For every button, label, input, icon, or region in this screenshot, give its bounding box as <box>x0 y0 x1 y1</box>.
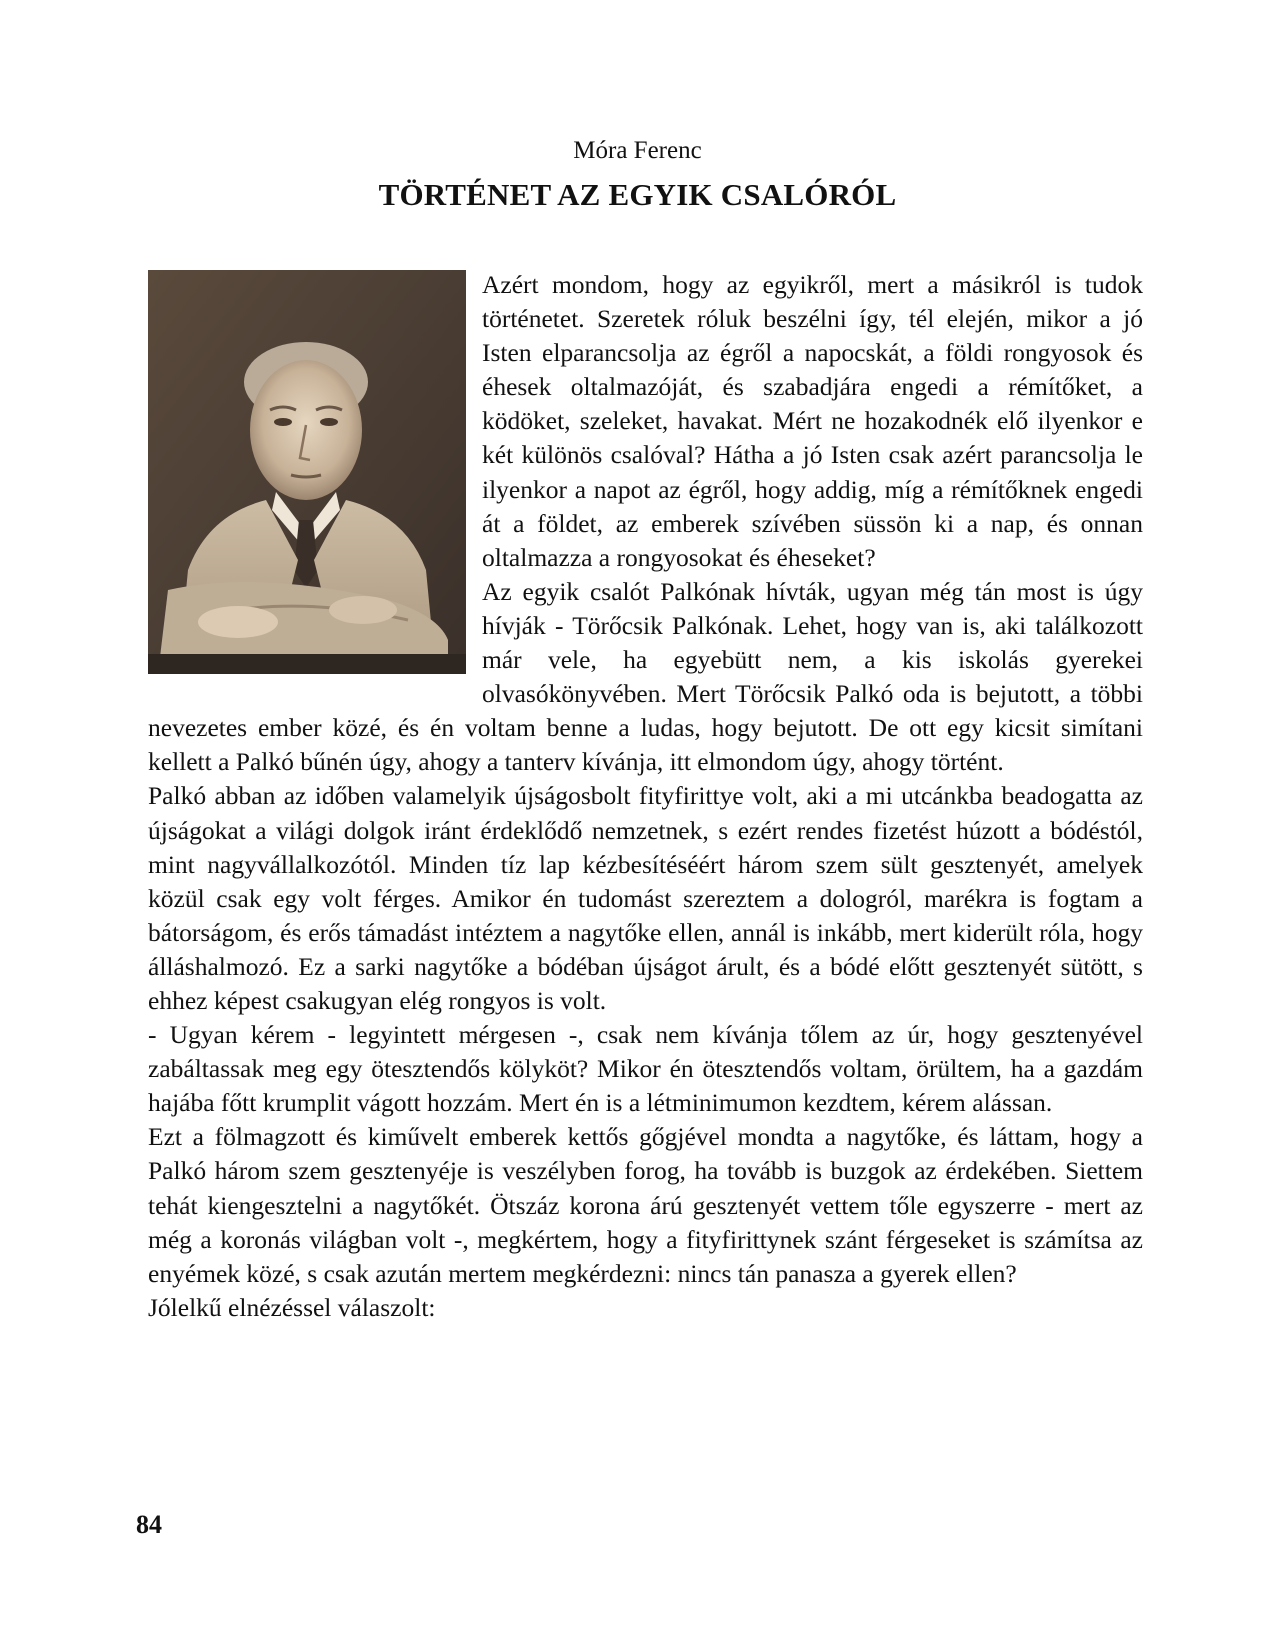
paragraph-5: Ezt a fölmagzott és kiművelt emberek kettős gőgjével mondta a nagytőke, és láttam, hogy a Palkó három szem gesztenyéje is veszélyben forog, ha tovább is buzgok az érdekében. Siettem tehát kiengesztelni a nagytőkét. Ötszáz korona árú gesztenyét vettem tőle egyszerre - mert az még a koronás világban volt -, megkértem, hogy a fityfirittynek szánt férgeseket is számítsa az enyémek közé, s csak azután mertem megkérdezni: nincs tán panasza a gyerek ellen? <box>148 1122 1143 1288</box>
page-number: 84 <box>136 1510 162 1539</box>
story-title: TÖRTÉNET AZ EGYIK CSALÓRÓL <box>378 177 897 212</box>
author-name: Móra Ferenc <box>573 137 702 164</box>
paragraph-1: Azért mondom, hogy az egyikről, mert a másikról is tudok történetet. Szeretek róluk beszélni így, tél elején, mikor a jó Isten elparancsolja az égről a napocskát, a földi rongyosok és éhesek oltalmazóját, és szabadjára engedi a rémítőket, a ködöket, szeleket, havakat. Mért ne hozakodnék elő ilyenkor e két különös csalóval? Hátha a jó Isten csak azért parancsolja le ilyenkor a napot az égről, hogy addig, míg a rémítőknek engedi át a földet, az emberek szívében süssön ki a nap, és onnan oltalmazza a rongyosokat és éheseket? <box>482 270 1143 572</box>
author-portrait-photo <box>148 270 466 674</box>
paragraph-4: - Ugyan kérem - legyintett mérgesen -, csak nem kívánja tőlem az úr, hogy gesztenyével zabáltassak meg egy ötesztendős kölyköt? Mikor én ötesztendős voltam, örültem, ha a gazdám hajába főtt krumplit vágott hozzám. Mert én is a létminimumon kezdtem, kérem alássan. <box>148 1020 1143 1118</box>
paragraph-6: Jólelkű elnézéssel válaszolt: <box>148 1292 436 1322</box>
paragraph-3: Palkó abban az időben valamelyik újságosbolt fityfirittye volt, aki a mi utcánkba beadogatta az újságokat a világi dolgok iránt érdeklődő nemzetnek, s ezért rendes fizetést húzott a bódéstól, mint nagyvállalkozótól. Minden tíz lap kézbesítéséért három szem sült gesztenyét, amelyek közül csak egy volt férges. Amikor én tudomást szereztem a dologról, marékra is fogtam a bátorságom, és erős támadást intéztem a nagytőke ellen, annál is inkább, mert kiderült róla, hogy álláshalmozó. Ez a sarki nagytőke a bódéban újságot árult, és a bódé előtt gesztenyét sütött, s ehhez képest csakugyan elég rongyos is volt. <box>148 781 1143 1015</box>
paragraph-2: Az egyik csalót Palkónak hívták, ugyan még tán most is úgy hívják - Törőcsik Palkónak. Lehet, hogy van is, aki találkozott már vele, ha egyebütt nem, a kis iskolás gyerekei olvasókönyvében. Mert Törőcsik Palkó oda is bejutott, a többi nevezetes ember közé, és én voltam benne a ludas, hogy bejutott. De ott egy kicsit simítani kellett a Palkó bűnén úgy, ahogy a tanterv kívánja, itt elmondom úgy, ahogy történt. <box>148 576 1143 777</box>
portrait-image <box>148 270 466 674</box>
story-body <box>148 268 1143 1325</box>
